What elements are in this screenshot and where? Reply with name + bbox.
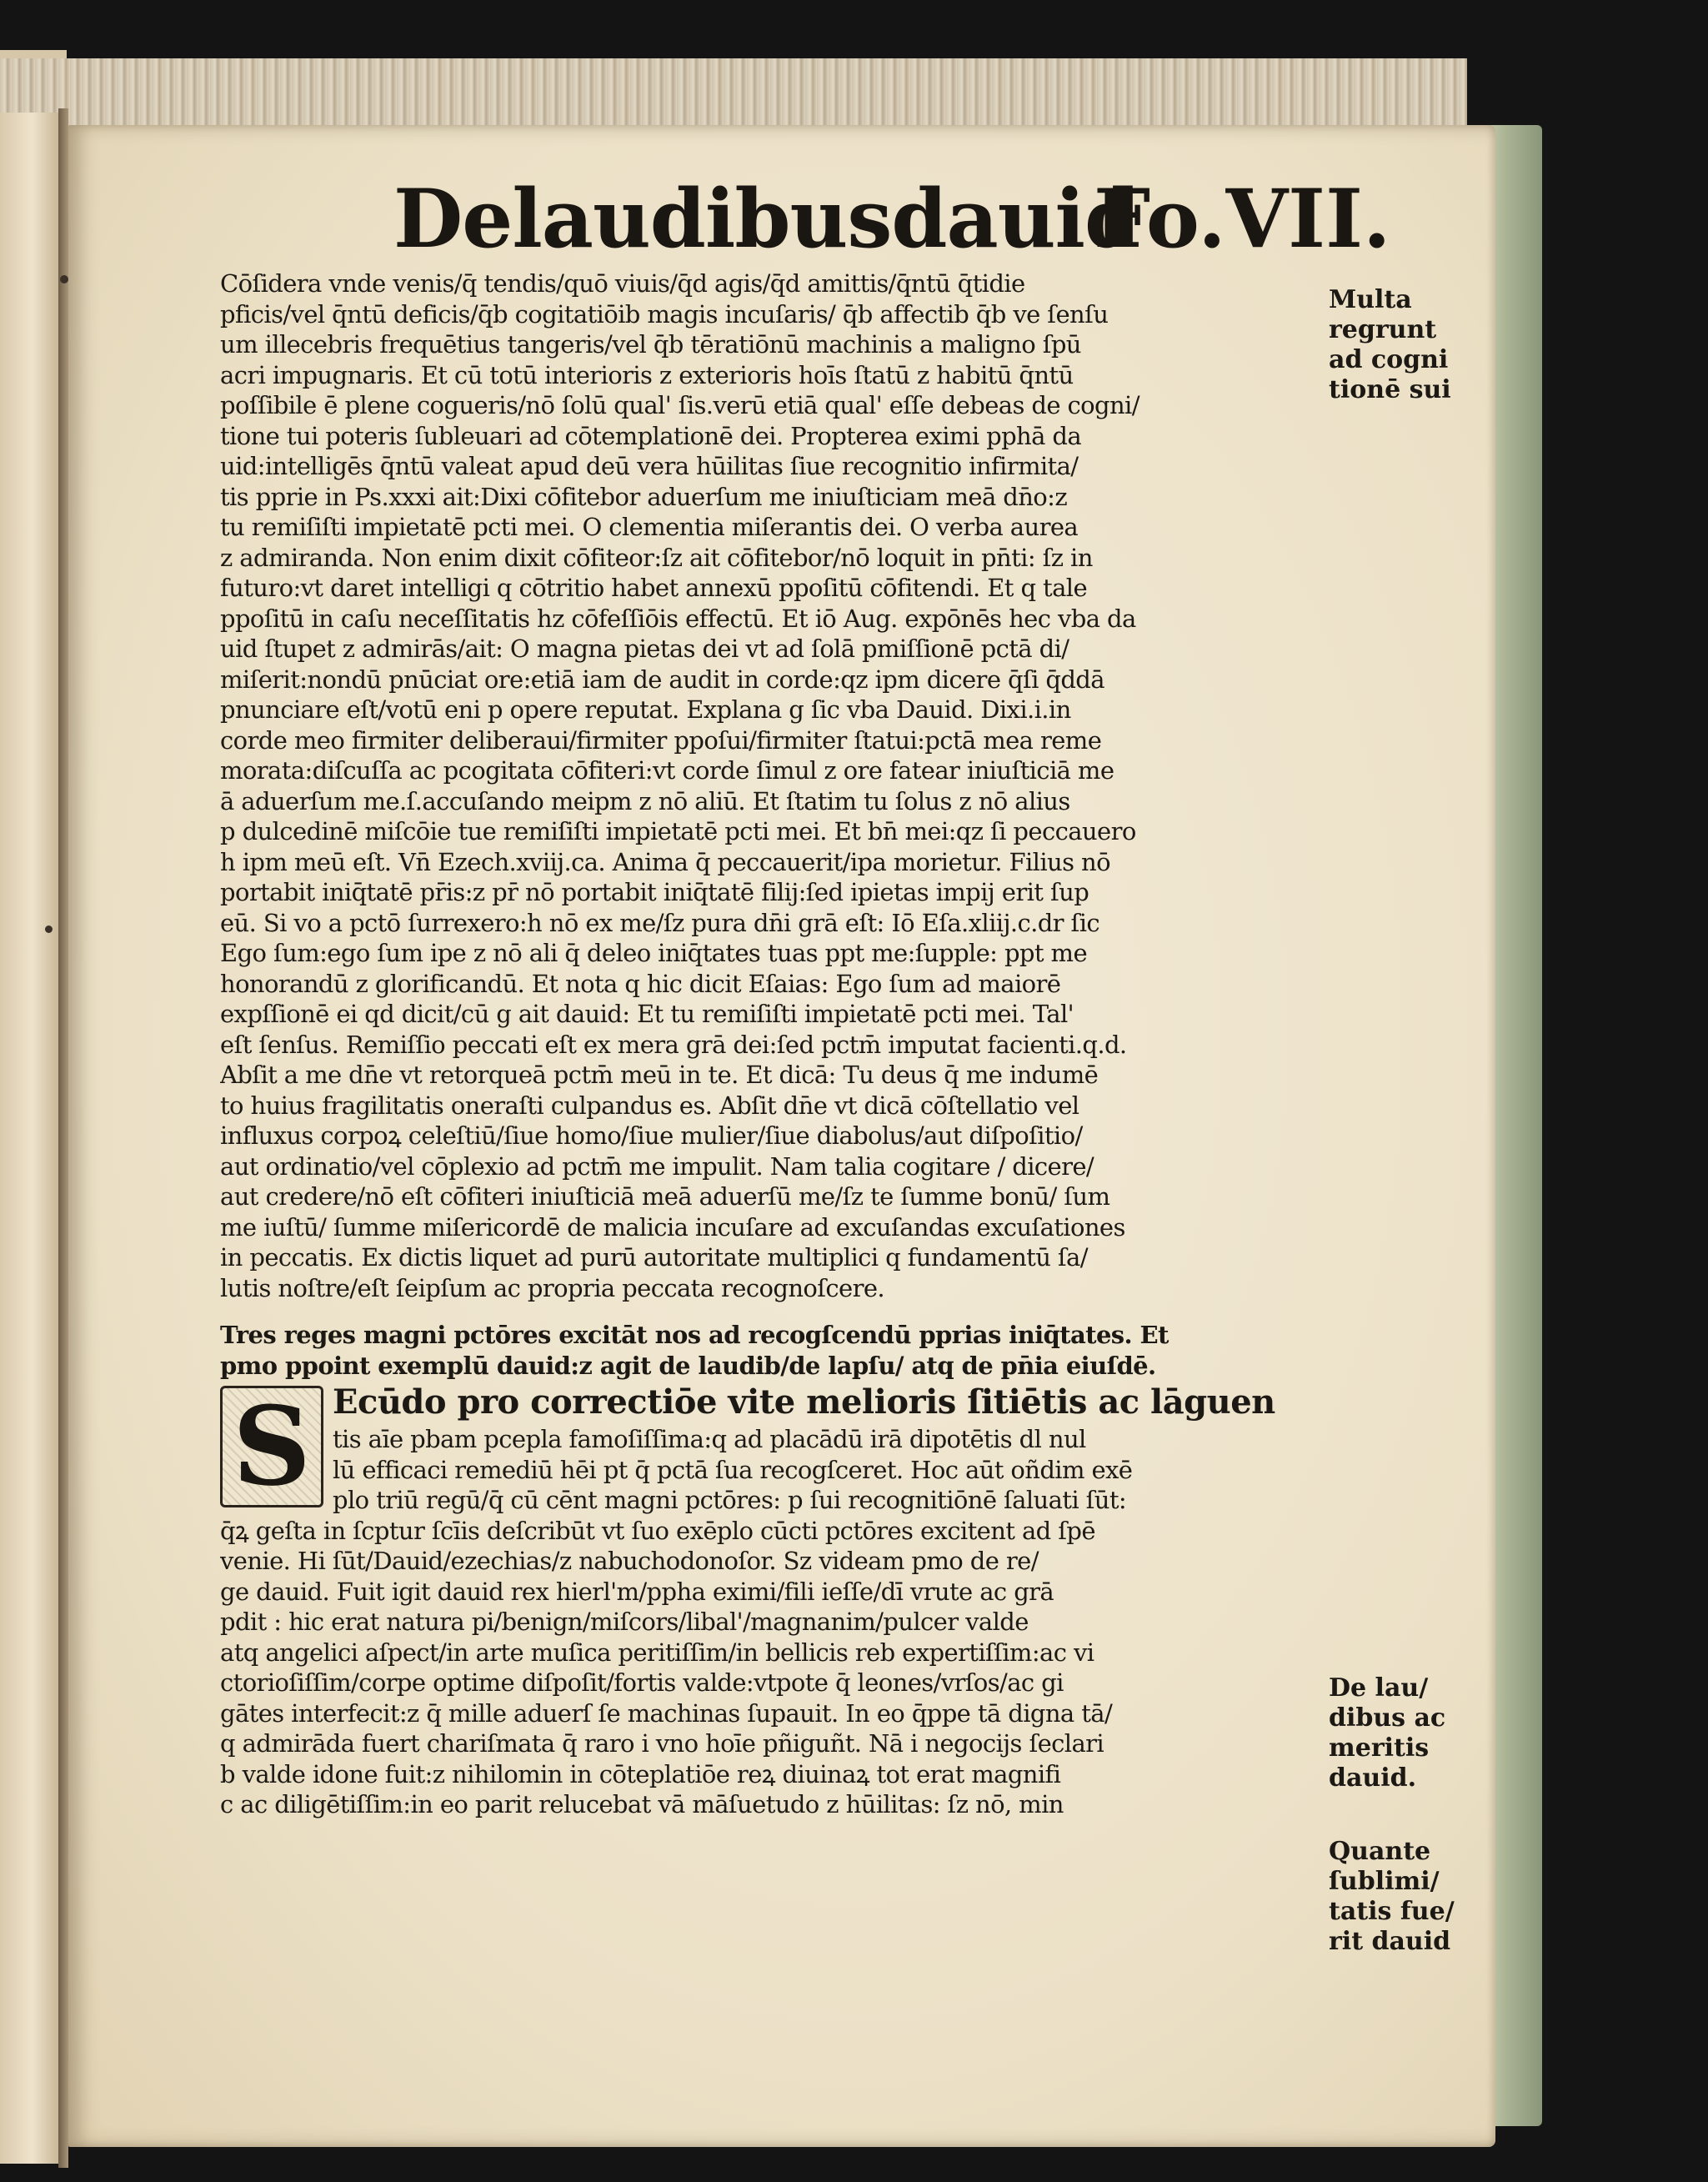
text-line: ppoſitū in caſu neceſſitatis hz cōfeſſiōis effectū. Et iō Aug. expōnēs hec vba da (220, 604, 1136, 633)
text-line: q̄ꝝ geſta in ſcptur ſcīis deſcribūt vt ſuo exēplo cūcti pctōres excitent ad ſpē (220, 1516, 1095, 1545)
text-line: q admirāda fuert chariſmata q̄ raro i vno hoīe pñiguñt. Nā i negocijs ſeclari (220, 1729, 1104, 1758)
margin-note-line: dibus ac (1329, 1703, 1446, 1733)
text-line: ctorioſiſſim/corpe optime diſpoſit/fortis valde:vtpote q̄ leones/vrſos/ac gi (220, 1668, 1064, 1697)
margin-note-line: ad cogni (1329, 345, 1449, 374)
text-line: um illecebris frequētius tangeris/vel q̄b tēratiōnū machinis a maligno ſpū (220, 330, 1081, 359)
text-line: tu remiſiſti impietatē pcti mei. O clementia miſerantis dei. O verba aurea (220, 513, 1079, 541)
text-line: uid ſtupet z admirās/ait: O magna pietas dei vt ad ſolā pmiſſionē pctā di/ (220, 635, 1069, 663)
text-line: me iuſtū/ ſumme miſericordē de malicia incuſare ad excuſandas excuſationes (220, 1212, 1125, 1241)
text-line: eſt ſenſus. Remiſſio peccati eſt ex mera grā dei:ſed pctm̄ imputat facienti.q.d. (220, 1030, 1127, 1059)
margin-note-line: De lau/ (1329, 1673, 1429, 1703)
text-line: aut ordinatio/vel cōplexio ad pctm̄ me impulit. Nam talia cogitare / dicere/ (220, 1151, 1094, 1181)
text-line: tis pprie in Ps.xxxi ait:Dixi cōfitebor aduerſum me iniuſticiam meā dn̄o:z (220, 482, 1068, 511)
text-line: influxus corpoꝝ celeſtiū/ſiue homo/ſiue mulier/ſiue diabolus/aut diſpoſitio/ (220, 1121, 1083, 1150)
text-line: venie. Hi ſūt/Dauid/ezechias/z nabuchodonoſor. Sz videam pmo de re/ (220, 1547, 1039, 1575)
drop-cap-wrapped-lines (220, 1424, 1387, 1516)
ink-spot (60, 275, 68, 283)
text-line: pmo ppoint exemplū dauid:z agit de laudib/de lapſu/ atq de pn̄ia eiuſdē. (220, 1351, 1156, 1380)
ink-spot (45, 925, 53, 933)
book-gutter (58, 108, 68, 2168)
text-line: miſerit:nondū pnūciat ore:etiā iam de audit in corde:qz ipm dicere q̄ſi q̄ddā (220, 665, 1104, 694)
text-line: portabit iniq̄tatē pr̄is:z pr̄ nō portabit iniq̄tatē filij:ſed ipietas impij erit ſup (220, 878, 1089, 906)
section-body (220, 1516, 1387, 1820)
chapter-section (220, 1381, 1387, 1820)
drop-cap-letter: S (233, 1382, 311, 1510)
chapter-summary (220, 1320, 1387, 1381)
book-top-edge (0, 58, 1467, 135)
book-page (68, 125, 1495, 2147)
margin-note-line: Quante (1329, 1837, 1431, 1866)
text-line: gātes interfecit:z q̄ mille aduerſ ſe machinas ſupauit. In eo q̄ppe tā digna tā/ (220, 1698, 1113, 1728)
text-line: z admiranda. Non enim dixit cōfiteor:ſz ait cōfitebor/nō loquit in pn̄ti: ſz in (220, 543, 1093, 572)
text-line: corde meo firmiter deliberaui/firmiter ppoſui/firmiter ſtatui:pctā mea reme (220, 725, 1102, 755)
margin-note-line: tionē sui (1329, 375, 1451, 404)
text-line: p dulcedinē miſcōie tue remiſiſti impietatē pcti mei. Et bn̄ mei:qz ſi peccauero (220, 817, 1136, 845)
text-line: Tres reges magni pctōres excitāt nos ad recogſcendū pprias iniq̄tates. Et (220, 1321, 1169, 1349)
left-page-edge (0, 113, 61, 2164)
text-line: aut credere/nō eſt cōfiteri iniuſticiā meā aduerſū me/ſz te ſumme bonū/ ſum (220, 1182, 1110, 1211)
margin-note-line: meritis (1329, 1733, 1430, 1763)
text-line: Ego ſum:ego ſum ipe z nō ali q̄ deleo iniq̄tates tuas ppt me:ſupple: ppt me (220, 939, 1088, 967)
text-line: pdit : hic erat natura pi/benign/miſcors/libal'/magnanim/pulcer valde (220, 1608, 1029, 1636)
text-line: pficis/vel q̄ntū deficis/q̄b cogitatiōib magis incuſaris/ q̄b affectib q̄b ve ſenſu (220, 299, 1109, 329)
text-line: pnunciare eſt/votū eni p opere reputat. Explana g ſic vba Dauid. Dixi.i.in (220, 695, 1071, 724)
folio-number: Fo.VII. (1094, 172, 1391, 266)
margin-note-line: rit dauid (1329, 1927, 1451, 1956)
text-line: b valde idone fuit:z nihilomin in cōteplatiōe reꝝ diuinaꝝ tot erat magnifi (220, 1759, 1061, 1788)
text-line: to huius fragilitatis oneraſti culpandus es. Abſit dn̄e vt dicā cōſtellatio vel (220, 1091, 1079, 1120)
text-line: c ac diligētiſſim:in eo parit relucebat vā māſuetudo z hūilitas: ſz nō, min (220, 1790, 1064, 1818)
text-line: morata:diſcuſſa ac pcogitata cōfiteri:vt corde ſimul z ore fatear iniuſticiā me (220, 756, 1114, 785)
text-line: ā aduerſum me.ſ.accuſando meipm z nō aliū. Et ſtatim tu ſolus z nō alius (220, 786, 1070, 815)
margin-note-multa (1329, 285, 1451, 405)
text-line: plo triū regū/q̄ cū cēnt magni pctōres: p ſui recognitiōnē ſaluati ſūt: (333, 1486, 1127, 1514)
text-line: lutis noſtre/eſt ſeipſum ac propria peccata recognoſcere. (220, 1273, 885, 1302)
text-line: expſſionē ei qd dicit/cū g ait dauid: Et tu remiſiſti impietatē pcti mei. Tal' (220, 1000, 1074, 1028)
margin-note-line: dauid. (1329, 1763, 1417, 1793)
main-text-column (220, 268, 1387, 1820)
margin-note-de-laudibus (1329, 1673, 1445, 1793)
text-line: h ipm meū eſt. Vn̄ Ezech.xviij.ca. Anima q̄ peccauerit/ipa morietur. Filius nō (220, 847, 1110, 876)
margin-note-line: Multa (1329, 285, 1412, 314)
text-line: tione tui poteris ſubleuari ad cōtemplationē dei. Propterea eximi pphā da (220, 421, 1082, 450)
drop-cap-initial (220, 1382, 323, 1510)
text-line: uid:intelligēs q̄ntū valeat apud deū vera hūilitas ſiue recognitio infirmita/ (220, 452, 1079, 480)
text-line: tis aīe pbam pcepla famoſiſſima:q ad placādū irā dipotētis dl nul (333, 1425, 1086, 1453)
section-first-line: Ecūdo pro correctiōe vite melioris ſitiētis ac lāguen (333, 1382, 1275, 1422)
text-line: acri impugnaris. Et cū totū interioris z exterioris hoīs ſtatū z habitū q̄ntū (220, 360, 1074, 389)
text-line: atq angelici aſpect/in arte muſica peritiſſim/in bellicis reb expertiſſim:ac vi (220, 1638, 1094, 1667)
text-line: eū. Si vo a pctō ſurrexero:h nō ex me/ſz pura dn̄i grā eſt: Iō Eſa.xliij.c.dr ſic (220, 908, 1100, 937)
margin-note-line: regrunt (1329, 315, 1437, 344)
running-head-title: Delaudibusdauid (393, 172, 1140, 266)
margin-note-quante (1329, 1837, 1455, 1957)
text-line: futuro:vt daret intelligi q cōtritio habet annexū ppoſitū cōfitendi. Et q tale (220, 574, 1088, 602)
text-line: poſſibile ē plene cogueris/nō ſolū qual' ſis.verū etiā qual' eſſe debeas de cogni/ (220, 391, 1140, 419)
text-line: Cōſidera vnde venis/q̄ tendis/quō viuis/q̄d agis/q̄d amittis/q̄ntū q̄tidie (220, 269, 1025, 298)
text-line: ge dauid. Fuit igit dauid rex hierl'm/ppha eximi/fili ieſſe/dī vrute ac grā (220, 1577, 1054, 1606)
text-line: honorandū z glorificandū. Et nota q hic dicit Eſaias: Ego ſum ad maiorē (220, 969, 1061, 998)
text-line: Abſit a me dn̄e vt retorqueā pctm̄ meū in te. Et dicā: Tu deus q̄ me indumē (220, 1061, 1099, 1089)
text-line: in peccatis. Ex dictis liquet ad purū autoritate multiplici q fundamentū ſa/ (220, 1243, 1088, 1272)
spacer (220, 1303, 1387, 1320)
margin-note-line: ſublimi/ (1329, 1867, 1440, 1896)
margin-note-line: tatis fue/ (1329, 1897, 1455, 1926)
paragraph-one (220, 268, 1387, 1303)
running-head (393, 165, 1394, 273)
text-line: lū efficaci remediū hēi pt q̄ pctā ſua recogſceret. Hoc aūt oñdim exē (333, 1455, 1133, 1484)
